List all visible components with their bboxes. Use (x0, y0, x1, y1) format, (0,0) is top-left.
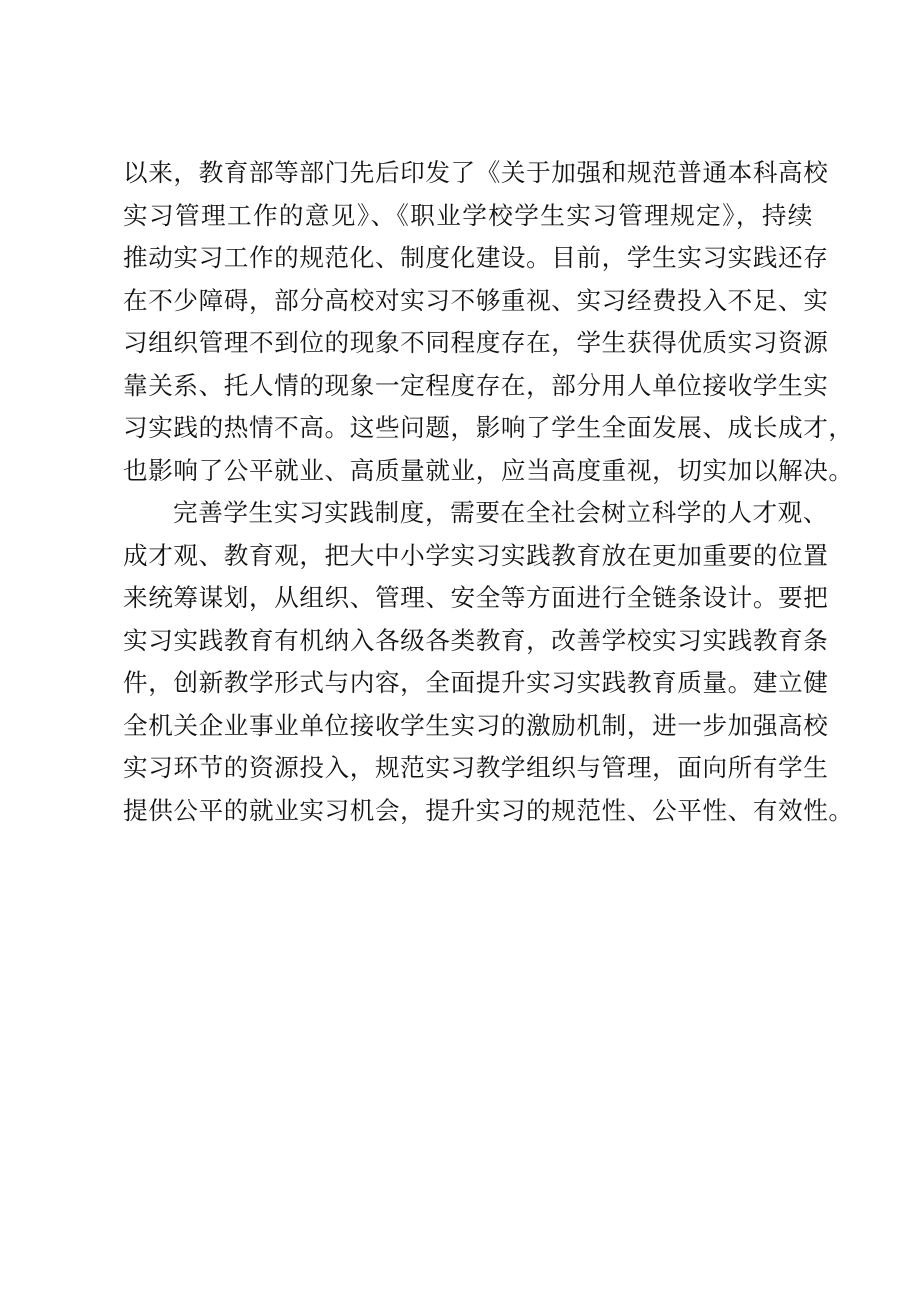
paragraph-line: 件，创新教学形式与内容，全面提升实习实践教育质量。建立健 (123, 668, 829, 697)
paragraph-2 (123, 492, 854, 832)
paragraph-line: 全机关企业事业单位接收学生实习的激励机制，进一步加强高校 (123, 710, 829, 740)
paragraph-line: 习实践的热情不高。这些问题，影响了学生全面发展、成长成才， (123, 413, 854, 442)
paragraph-line: 来统筹谋划，从组织、管理、安全等方面进行全链条设计。要把 (123, 583, 829, 612)
document-body (123, 152, 854, 832)
paragraph-line: 实习环节的资源投入，规范实习教学组织与管理，面向所有学生 (123, 753, 829, 782)
paragraph-line: 实习实践教育有机纳入各级各类教育，改善学校实习实践教育条 (123, 625, 829, 655)
paragraph-line: 在不少障碍，部分高校对实习不够重视、实习经费投入不足、实 (123, 285, 829, 315)
paragraph-line: 成才观、教育观，把大中小学实习实践教育放在更加重要的位置 (123, 540, 829, 570)
paragraph-line: 靠关系、托人情的现象一定程度存在，部分用人单位接收学生实 (123, 370, 829, 400)
paragraph-line: 也影响了公平就业、高质量就业，应当高度重视，切实加以解决。 (123, 455, 854, 485)
paragraph-line: 提供公平的就业实习机会，提升实习的规范性、公平性、有效性。 (123, 795, 854, 825)
paragraph-line: 完善学生实习实践制度，需要在全社会树立科学的人才观、 (173, 498, 829, 527)
paragraph-line: 推动实习工作的规范化、制度化建设。目前，学生实习实践还存 (123, 243, 829, 272)
paragraph-line: 实习管理工作的意见》、《职业学校学生实习管理规定》，持续 (123, 200, 813, 230)
paragraph-line: 习组织管理不到位的现象不同程度存在，学生获得优质实习资源 (123, 328, 829, 357)
paragraph-line: 以来，教育部等部门先后印发了《关于加强和规范普通本科高校 (123, 158, 829, 187)
paragraph-1 (123, 152, 854, 492)
